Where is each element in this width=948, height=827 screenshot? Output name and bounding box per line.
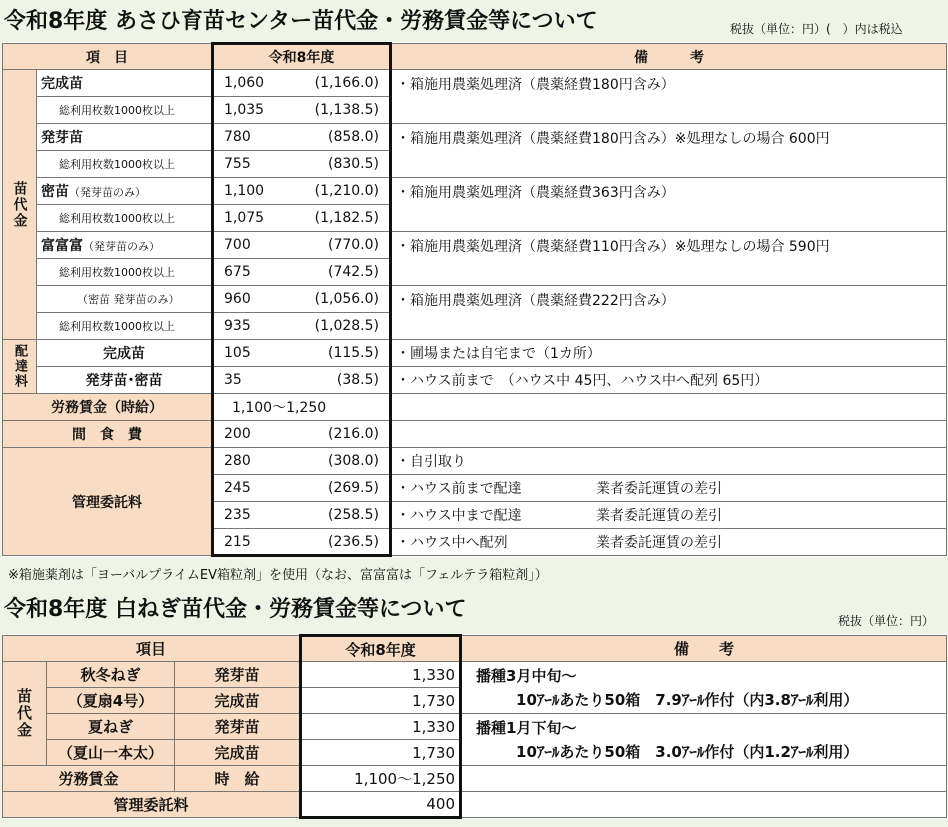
row-note: ・ハウス前まで （ハウス中 45円、ハウス中へ配列 65円） [391,367,947,394]
row-value: 1,075 (1,182.5) [213,205,391,232]
kanri-value: 280 (308.0) [213,448,391,475]
row-value: 1,035 (1,138.5) [213,97,391,124]
labor-type: 時 給 [175,766,301,792]
row-note [391,421,947,448]
unit-note-2: 税抜（単位：円） [838,614,935,628]
labor-label: 労務賃金 [3,766,175,792]
row-note: ・箱施用農薬処理済（農薬経費180円含み） [391,70,947,124]
row-value: 35 (38.5) [213,367,391,394]
row-label: 総利用枚数1000枚以上 [37,313,213,340]
row-value: 935 (1,028.5) [213,313,391,340]
labor-value: 1,100～1,250 [301,766,461,792]
seedling-type: 発芽苗 [175,714,301,740]
row-label: 総利用枚数1000枚以上 [37,97,213,124]
row-note: ・箱施用農薬処理済（農薬経費110円含み）※処理なしの場合 590円 [391,232,947,286]
row-note: ・圃場または自宅まで（1カ所） [391,340,947,367]
group-naedai: 苗代金 [3,662,47,766]
kanri-note: ・ハウス前まで配達 業者委託運賃の差引 [391,475,947,502]
row-value: 1,100～1,250 [213,394,391,421]
row-value: 675 (742.5) [213,259,391,286]
seedling-type: 完成苗 [175,688,301,714]
kanri-note: ・ハウス中へ配列 業者委託運賃の差引 [391,529,947,556]
kanri-value: 245 (269.5) [213,475,391,502]
row-note: ・箱施用農薬処理済（農薬経費363円含み） [391,178,947,232]
row-label: 総利用枚数1000枚以上 [37,259,213,286]
kanri-value: 235 (258.5) [213,502,391,529]
row-label: 間 食 費 [3,421,213,448]
footnote: ※箱施薬剤は「ヨーバルプライムEV箱粒剤」を使用（なお、富富富は「フェルテラ箱粒剤」） [8,568,548,583]
row-value: 780 (858.0) [213,124,391,151]
variety-name-sub: （夏山一本太） [47,740,175,766]
row-label: 完成苗 [37,340,213,367]
header-note: 備 考 [391,44,947,70]
row-label: 総利用枚数1000枚以上 [37,151,213,178]
kanri-note: ・ハウス中まで配達 業者委託運賃の差引 [391,502,947,529]
unit-note: 税抜（単位：円）( ）内は税込 [730,22,903,36]
variety-name: 夏ねぎ [47,714,175,740]
seedling-price-table [2,42,947,557]
variety-name-sub: （夏扇4号） [47,688,175,714]
page-title: 令和8年度 あさひ育苗センター苗代金・労務賃金等について [4,9,598,34]
row-value: 755 (830.5) [213,151,391,178]
price-value: 1,730 [301,688,461,714]
row-value: 1,060 (1,166.0) [213,70,391,97]
seedling-type: 発芽苗 [175,662,301,688]
kanri-label: 管理委託料 [3,792,301,818]
row-note [391,394,947,421]
kanri-value: 400 [301,792,461,818]
row-label: 富富富（発芽苗のみ） [37,232,213,259]
row-value: 960 (1,056.0) [213,286,391,313]
header-year: 令和8年度 [301,636,461,662]
price-value: 1,730 [301,740,461,766]
price-value: 1,330 [301,662,461,688]
row-note: ・箱施用農薬処理済（農薬経費180円含み）※処理なしの場合 600円 [391,124,947,178]
variety-note: 播種3月中旬～ 10ｱｰﾙあたり50箱 7.9ｱｰﾙ作付（内3.8ｱｰﾙ利用） [461,662,947,714]
kanri-label: 管理委託料 [3,448,213,556]
header-year: 令和8年度 [213,44,391,70]
row-label: 密苗（発芽苗のみ） [37,178,213,205]
section-title: 令和8年度 白ねぎ苗代金・労務賃金等について [4,597,467,622]
row-label: 発芽苗･密苗 [37,367,213,394]
labor-note [461,766,947,792]
row-label: （密苗 発芽苗のみ） [37,286,213,313]
row-note: ・箱施用農薬処理済（農薬経費222円含み） [391,286,947,340]
kanri-note [461,792,947,818]
kanri-value: 215 (236.5) [213,529,391,556]
header-item: 項 目 [3,44,213,70]
row-value: 105 (115.5) [213,340,391,367]
variety-note: 播種1月下旬～ 10ｱｰﾙあたり50箱 3.0ｱｰﾙ作付（内1.2ｱｰﾙ利用） [461,714,947,766]
header-item: 項目 [3,636,301,662]
price-value: 1,330 [301,714,461,740]
row-label: 完成苗 [37,70,213,97]
row-label: 総利用枚数1000枚以上 [37,205,213,232]
variety-name: 秋冬ねぎ [47,662,175,688]
row-label: 発芽苗 [37,124,213,151]
row-value: 200 (216.0) [213,421,391,448]
kanri-note: ・自引取り [391,448,947,475]
seedling-type: 完成苗 [175,740,301,766]
row-label: 労務賃金（時給） [3,394,213,421]
row-value: 1,100 (1,210.0) [213,178,391,205]
row-value: 700 (770.0) [213,232,391,259]
negi-price-table [2,634,947,819]
group-naedai: 苗代金 [3,70,37,340]
group-haitatsu: 配達料 [3,340,37,394]
header-note: 備 考 [461,636,947,662]
